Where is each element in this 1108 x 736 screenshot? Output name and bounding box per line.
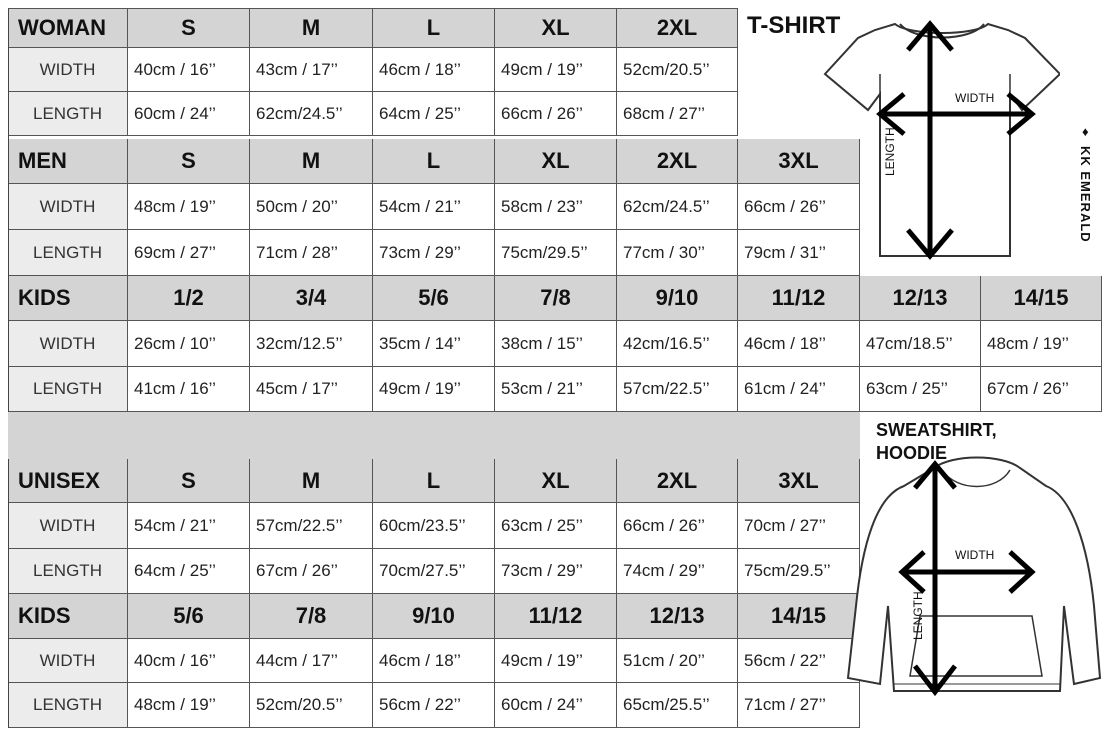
table-top-border: [8, 8, 738, 9]
measure-value: 46cm / 18’’: [373, 48, 495, 92]
measure-value: 54cm / 21’’: [373, 184, 495, 230]
measure-label-length: LENGTH: [8, 230, 128, 276]
section-header-men: MEN: [8, 139, 128, 184]
measure-value: 49cm / 19’’: [495, 639, 617, 683]
measure-value: 49cm / 19’’: [495, 48, 617, 92]
measure-label-width: WIDTH: [8, 48, 128, 92]
measure-value: 71cm / 28’’: [250, 230, 373, 276]
size-header: XL: [495, 8, 617, 48]
size-header: L: [373, 139, 495, 184]
hoodie-illustration: [842, 456, 1104, 728]
measure-value: 41cm / 16’’: [128, 367, 250, 412]
measure-value: 52cm/20.5’’: [617, 48, 738, 92]
measure-label-width: WIDTH: [8, 321, 128, 367]
measure-value: 42cm/16.5’’: [617, 321, 738, 367]
measure-value: 67cm / 26’’: [981, 367, 1102, 412]
size-header: S: [128, 8, 250, 48]
measure-label-length: LENGTH: [8, 92, 128, 136]
measure-value: 35cm / 14’’: [373, 321, 495, 367]
measure-value: 32cm/12.5’’: [250, 321, 373, 367]
table-left-border: [8, 8, 9, 728]
measure-value: 58cm / 23’’: [495, 184, 617, 230]
brand-name: KK EMERALD: [1078, 146, 1093, 243]
measure-value: 56cm / 22’’: [373, 683, 495, 728]
measure-value: 51cm / 20’’: [617, 639, 738, 683]
measure-value: 60cm/23.5’’: [373, 503, 495, 549]
measure-label-length: LENGTH: [8, 549, 128, 594]
size-header: 9/10: [617, 276, 738, 321]
measure-value: 75cm/29.5’’: [738, 549, 860, 594]
measure-value: 62cm/24.5’’: [617, 184, 738, 230]
measure-value: 77cm / 30’’: [617, 230, 738, 276]
measure-value: 47cm/18.5’’: [860, 321, 981, 367]
measure-value: 64cm / 25’’: [128, 549, 250, 594]
size-header: XL: [495, 139, 617, 184]
tshirt-width-label: WIDTH: [955, 91, 995, 105]
measure-value: 69cm / 27’’: [128, 230, 250, 276]
measure-value: 48cm / 19’’: [128, 184, 250, 230]
measure-value: 66cm / 26’’: [617, 503, 738, 549]
measure-value: 46cm / 18’’: [738, 321, 860, 367]
measure-value: 43cm / 17’’: [250, 48, 373, 92]
measure-label-width: WIDTH: [8, 184, 128, 230]
measure-value: 67cm / 26’’: [250, 549, 373, 594]
section-divider-band: [8, 412, 860, 459]
measure-value: 54cm / 21’’: [128, 503, 250, 549]
measure-label-width: WIDTH: [8, 503, 128, 549]
measure-label-width: WIDTH: [8, 639, 128, 683]
measure-value: 71cm / 27’’: [738, 683, 860, 728]
size-header: 2XL: [617, 139, 738, 184]
size-header: 11/12: [738, 276, 860, 321]
measure-value: 62cm/24.5’’: [250, 92, 373, 136]
measure-value: 66cm / 26’’: [495, 92, 617, 136]
measure-value: 74cm / 29’’: [617, 549, 738, 594]
measure-value: 60cm / 24’’: [128, 92, 250, 136]
measure-value: 52cm/20.5’’: [250, 683, 373, 728]
size-header: M: [250, 139, 373, 184]
measure-value: 38cm / 15’’: [495, 321, 617, 367]
tshirt-illustration: [820, 14, 1060, 264]
size-header: L: [373, 8, 495, 48]
measure-value: 63cm / 25’’: [495, 503, 617, 549]
measure-label-length: LENGTH: [8, 683, 128, 728]
size-header: 7/8: [250, 594, 373, 639]
measure-value: 63cm / 25’’: [860, 367, 981, 412]
size-header: S: [128, 139, 250, 184]
section-header-kids1: KIDS: [8, 276, 128, 321]
section-header-kids2: KIDS: [8, 594, 128, 639]
measure-value: 60cm / 24’’: [495, 683, 617, 728]
size-header: M: [250, 8, 373, 48]
measure-value: 40cm / 16’’: [128, 639, 250, 683]
size-header: 2XL: [617, 459, 738, 503]
size-header: M: [250, 459, 373, 503]
measure-value: 26cm / 10’’: [128, 321, 250, 367]
gem-icon: ♦: [1082, 124, 1089, 139]
measure-value: 40cm / 16’’: [128, 48, 250, 92]
hoodie-length-label: LENGTH: [911, 591, 925, 640]
size-header: S: [128, 459, 250, 503]
size-header: 14/15: [981, 276, 1102, 321]
measure-value: 70cm / 27’’: [738, 503, 860, 549]
measure-value: 45cm / 17’’: [250, 367, 373, 412]
measure-value: 75cm/29.5’’: [495, 230, 617, 276]
size-header: 7/8: [495, 276, 617, 321]
measure-value: 50cm / 20’’: [250, 184, 373, 230]
size-header: 14/15: [738, 594, 860, 639]
measure-label-length: LENGTH: [8, 367, 128, 412]
measure-value: 53cm / 21’’: [495, 367, 617, 412]
tshirt-length-label: LENGTH: [883, 127, 897, 176]
size-header: 9/10: [373, 594, 495, 639]
measure-value: 49cm / 19’’: [373, 367, 495, 412]
measure-value: 79cm / 31’’: [738, 230, 860, 276]
size-header: 3XL: [738, 139, 860, 184]
section-header-unisex: UNISEX: [8, 459, 128, 503]
tshirt-title: T-SHIRT: [747, 12, 841, 39]
measure-value: 73cm / 29’’: [495, 549, 617, 594]
size-header: L: [373, 459, 495, 503]
measure-value: 70cm/27.5’’: [373, 549, 495, 594]
measure-value: 48cm / 19’’: [981, 321, 1102, 367]
measure-value: 68cm / 27’’: [617, 92, 738, 136]
size-header: 3/4: [250, 276, 373, 321]
measure-value: 65cm/25.5’’: [617, 683, 738, 728]
size-header: 2XL: [617, 8, 738, 48]
hoodie-title-line2: HOODIE: [876, 443, 948, 463]
measure-value: 57cm/22.5’’: [617, 367, 738, 412]
size-header: 12/13: [617, 594, 738, 639]
measure-value: 66cm / 26’’: [738, 184, 860, 230]
section-header-woman: WOMAN: [8, 8, 128, 48]
measure-value: 46cm / 18’’: [373, 639, 495, 683]
measure-value: 44cm / 17’’: [250, 639, 373, 683]
size-header: 1/2: [128, 276, 250, 321]
size-header: 5/6: [128, 594, 250, 639]
measure-value: 61cm / 24’’: [738, 367, 860, 412]
measure-value: 57cm/22.5’’: [250, 503, 373, 549]
size-header: 3XL: [738, 459, 860, 503]
size-header: XL: [495, 459, 617, 503]
size-header: 11/12: [495, 594, 617, 639]
hoodie-title-line1: SWEATSHIRT,: [876, 420, 997, 440]
hoodie-width-label: WIDTH: [955, 548, 995, 562]
measure-value: 73cm / 29’’: [373, 230, 495, 276]
size-header: 12/13: [860, 276, 981, 321]
size-header: 5/6: [373, 276, 495, 321]
measure-value: 64cm / 25’’: [373, 92, 495, 136]
measure-value: 56cm / 22’’: [738, 639, 860, 683]
measure-value: 48cm / 19’’: [128, 683, 250, 728]
